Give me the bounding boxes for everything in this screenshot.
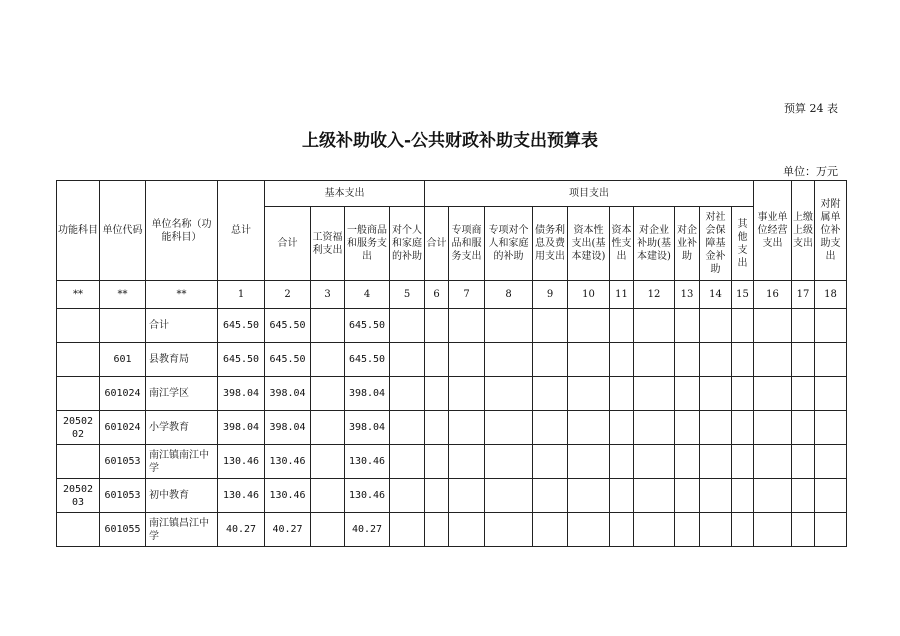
empty-cell	[449, 343, 485, 377]
index-cell: 18	[815, 281, 847, 309]
empty-cell	[732, 479, 754, 513]
index-cell: 1	[218, 281, 265, 309]
header-proj-personal: 专项对个人和家庭的补助	[485, 207, 533, 281]
wage-cell	[311, 411, 345, 445]
unit-code-cell: 601055	[100, 513, 146, 547]
table-number: 预算 24 表	[784, 102, 838, 115]
header-other: 其他支出	[732, 207, 754, 281]
empty-cell	[732, 309, 754, 343]
unit-name-cell: 南江镇南江中学	[146, 445, 218, 479]
empty-cell	[634, 411, 675, 445]
empty-cell	[815, 513, 847, 547]
index-cell: **	[100, 281, 146, 309]
index-cell: **	[146, 281, 218, 309]
empty-cell	[485, 377, 533, 411]
empty-cell	[449, 513, 485, 547]
empty-cell	[390, 445, 425, 479]
header-social: 对社会保障基金补助	[700, 207, 732, 281]
empty-cell	[754, 309, 792, 343]
empty-cell	[533, 445, 568, 479]
total-cell: 398.04	[218, 411, 265, 445]
empty-cell	[533, 513, 568, 547]
header-func-code: 功能科目	[57, 181, 100, 281]
index-cell: 4	[345, 281, 390, 309]
unit-code-cell: 601	[100, 343, 146, 377]
index-cell: 6	[425, 281, 449, 309]
empty-cell	[390, 411, 425, 445]
empty-cell	[700, 377, 732, 411]
header-capital: 资本性支出	[610, 207, 634, 281]
empty-cell	[634, 343, 675, 377]
empty-cell	[533, 309, 568, 343]
empty-cell	[610, 309, 634, 343]
empty-cell	[634, 377, 675, 411]
table-row	[57, 445, 847, 479]
goods-cell: 130.46	[345, 445, 390, 479]
index-cell: 14	[700, 281, 732, 309]
empty-cell	[533, 411, 568, 445]
empty-cell	[675, 309, 700, 343]
empty-cell	[792, 309, 815, 343]
empty-cell	[610, 513, 634, 547]
empty-cell	[634, 309, 675, 343]
empty-cell	[390, 377, 425, 411]
empty-cell	[700, 513, 732, 547]
header-project: 项目支出	[425, 181, 754, 207]
unit-name-cell: 县教育局	[146, 343, 218, 377]
empty-cell	[732, 343, 754, 377]
empty-cell	[568, 309, 610, 343]
table-row	[57, 479, 847, 513]
empty-cell	[634, 513, 675, 547]
wage-cell	[311, 479, 345, 513]
empty-cell	[390, 513, 425, 547]
basic-sum-cell: 398.04	[265, 377, 311, 411]
empty-cell	[792, 445, 815, 479]
goods-cell: 645.50	[345, 309, 390, 343]
header-total: 总计	[218, 181, 265, 281]
header-debt: 债务利息及费用支出	[533, 207, 568, 281]
empty-cell	[568, 479, 610, 513]
unit-name-cell: 合计	[146, 309, 218, 343]
unit-code-cell: 601024	[100, 377, 146, 411]
total-cell: 130.46	[218, 445, 265, 479]
empty-cell	[675, 445, 700, 479]
header-proj-goods: 专项商品和服务支出	[449, 207, 485, 281]
empty-cell	[700, 411, 732, 445]
index-cell: 3	[311, 281, 345, 309]
empty-cell	[815, 377, 847, 411]
total-cell: 130.46	[218, 479, 265, 513]
empty-cell	[754, 377, 792, 411]
empty-cell	[610, 377, 634, 411]
index-row	[57, 281, 847, 309]
empty-cell	[754, 513, 792, 547]
index-cell: 17	[792, 281, 815, 309]
total-cell: 645.50	[218, 343, 265, 377]
header-proj-sum: 合计	[425, 207, 449, 281]
unit-name-cell: 南江学区	[146, 377, 218, 411]
func-code-cell	[57, 377, 100, 411]
unit-name-cell: 小学教育	[146, 411, 218, 445]
goods-cell: 645.50	[345, 343, 390, 377]
table-row	[57, 377, 847, 411]
empty-cell	[815, 479, 847, 513]
unit-name-cell: 初中教育	[146, 479, 218, 513]
index-cell: 13	[675, 281, 700, 309]
empty-cell	[533, 343, 568, 377]
basic-sum-cell: 40.27	[265, 513, 311, 547]
wage-cell	[311, 445, 345, 479]
empty-cell	[425, 479, 449, 513]
page-title: 上级补助收入-公共财政补助支出预算表	[301, 131, 599, 151]
total-cell: 398.04	[218, 377, 265, 411]
header-unit-name: 单位名称（功能科目）	[146, 181, 218, 281]
goods-cell: 398.04	[345, 411, 390, 445]
basic-sum-cell: 398.04	[265, 411, 311, 445]
empty-cell	[568, 411, 610, 445]
header-basic: 基本支出	[265, 181, 425, 207]
empty-cell	[425, 377, 449, 411]
empty-cell	[792, 411, 815, 445]
empty-cell	[815, 445, 847, 479]
table-row	[57, 343, 847, 377]
empty-cell	[485, 309, 533, 343]
unit-name-cell: 南江镇昌江中学	[146, 513, 218, 547]
empty-cell	[732, 411, 754, 445]
empty-cell	[568, 377, 610, 411]
empty-cell	[533, 479, 568, 513]
empty-cell	[675, 411, 700, 445]
header-wage: 工资福利支出	[311, 207, 345, 281]
total-cell: 40.27	[218, 513, 265, 547]
empty-cell	[754, 411, 792, 445]
empty-cell	[675, 513, 700, 547]
empty-cell	[754, 343, 792, 377]
empty-cell	[610, 411, 634, 445]
empty-cell	[792, 479, 815, 513]
unit-label: 单位：万元	[783, 165, 838, 178]
empty-cell	[568, 445, 610, 479]
empty-cell	[700, 479, 732, 513]
header-upper: 上缴上级支出	[792, 181, 815, 281]
empty-cell	[533, 377, 568, 411]
empty-cell	[568, 513, 610, 547]
goods-cell: 398.04	[345, 377, 390, 411]
func-code-cell	[57, 513, 100, 547]
empty-cell	[700, 309, 732, 343]
index-cell: 15	[732, 281, 754, 309]
empty-cell	[449, 479, 485, 513]
empty-cell	[425, 343, 449, 377]
empty-cell	[675, 377, 700, 411]
empty-cell	[610, 445, 634, 479]
index-cell: 8	[485, 281, 533, 309]
wage-cell	[311, 343, 345, 377]
header-unit-code: 单位代码	[100, 181, 146, 281]
unit-code-cell: 601053	[100, 445, 146, 479]
header-business: 事业单位经营支出	[754, 181, 792, 281]
budget-table	[56, 180, 847, 547]
empty-cell	[815, 411, 847, 445]
index-cell: 5	[390, 281, 425, 309]
table-row	[57, 411, 847, 445]
empty-cell	[792, 377, 815, 411]
empty-cell	[700, 445, 732, 479]
empty-cell	[425, 411, 449, 445]
empty-cell	[390, 309, 425, 343]
header-ent: 对企业补助	[675, 207, 700, 281]
empty-cell	[754, 445, 792, 479]
index-cell: 16	[754, 281, 792, 309]
empty-cell	[732, 445, 754, 479]
empty-cell	[425, 513, 449, 547]
index-cell: 9	[533, 281, 568, 309]
unit-code-cell: 601024	[100, 411, 146, 445]
basic-sum-cell: 645.50	[265, 343, 311, 377]
func-code-cell	[57, 343, 100, 377]
table-row	[57, 309, 847, 343]
basic-sum-cell: 130.46	[265, 445, 311, 479]
header-personal: 对个人和家庭的补助	[390, 207, 425, 281]
header-goods: 一般商品和服务支出	[345, 207, 390, 281]
index-cell: **	[57, 281, 100, 309]
empty-cell	[485, 411, 533, 445]
empty-cell	[485, 479, 533, 513]
header-capital-build: 资本性支出(基本建设)	[568, 207, 610, 281]
total-cell: 645.50	[218, 309, 265, 343]
empty-cell	[449, 309, 485, 343]
empty-cell	[568, 343, 610, 377]
empty-cell	[485, 513, 533, 547]
empty-cell	[815, 343, 847, 377]
empty-cell	[792, 343, 815, 377]
empty-cell	[485, 343, 533, 377]
basic-sum-cell: 130.46	[265, 479, 311, 513]
index-cell: 12	[634, 281, 675, 309]
table-row	[57, 513, 847, 547]
func-code-cell: 20502 03	[57, 479, 100, 513]
empty-cell	[610, 343, 634, 377]
empty-cell	[449, 411, 485, 445]
empty-cell	[634, 445, 675, 479]
empty-cell	[425, 445, 449, 479]
empty-cell	[634, 479, 675, 513]
header-basic-sum: 合计	[265, 207, 311, 281]
index-cell: 11	[610, 281, 634, 309]
empty-cell	[485, 445, 533, 479]
empty-cell	[754, 479, 792, 513]
empty-cell	[792, 513, 815, 547]
empty-cell	[449, 377, 485, 411]
index-cell: 7	[449, 281, 485, 309]
empty-cell	[815, 309, 847, 343]
empty-cell	[732, 377, 754, 411]
unit-code-cell: 601053	[100, 479, 146, 513]
empty-cell	[449, 445, 485, 479]
unit-code-cell	[100, 309, 146, 343]
empty-cell	[425, 309, 449, 343]
basic-sum-cell: 645.50	[265, 309, 311, 343]
goods-cell: 40.27	[345, 513, 390, 547]
index-cell: 10	[568, 281, 610, 309]
wage-cell	[311, 309, 345, 343]
empty-cell	[700, 343, 732, 377]
func-code-cell	[57, 445, 100, 479]
wage-cell	[311, 377, 345, 411]
empty-cell	[610, 479, 634, 513]
func-code-cell: 20502 02	[57, 411, 100, 445]
empty-cell	[390, 343, 425, 377]
empty-cell	[390, 479, 425, 513]
empty-cell	[675, 343, 700, 377]
index-cell: 2	[265, 281, 311, 309]
empty-cell	[732, 513, 754, 547]
func-code-cell	[57, 309, 100, 343]
header-ent-build: 对企业补助(基本建设)	[634, 207, 675, 281]
wage-cell	[311, 513, 345, 547]
goods-cell: 130.46	[345, 479, 390, 513]
header-affiliated: 对附属单位补助支出	[815, 181, 847, 281]
empty-cell	[675, 479, 700, 513]
